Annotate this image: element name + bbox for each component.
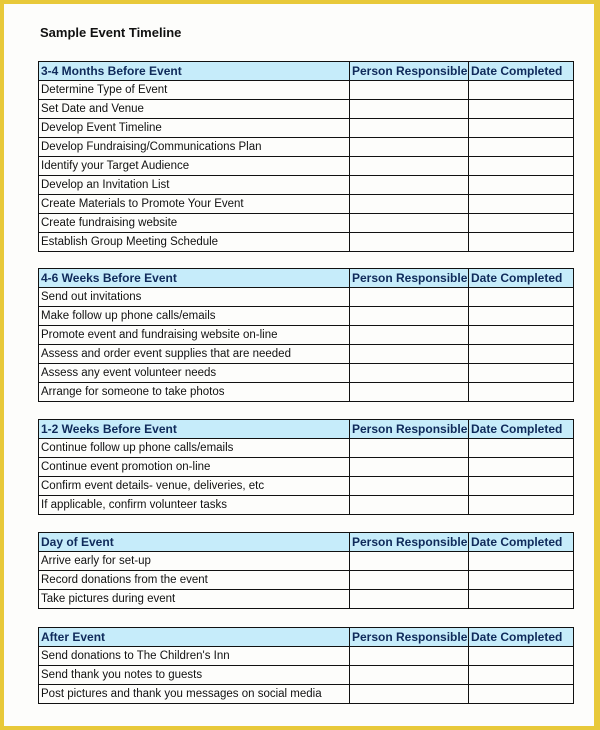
column-header-date: Date Completed	[469, 533, 574, 552]
section-heading: 3-4 Months Before Event	[39, 62, 350, 81]
task-cell: Develop Event Timeline	[39, 119, 350, 138]
date-completed-cell[interactable]	[469, 477, 574, 496]
date-completed-cell[interactable]	[469, 195, 574, 214]
task-cell: Take pictures during event	[39, 590, 350, 609]
table-row	[39, 383, 574, 402]
task-cell: Send donations to The Children's Inn	[39, 647, 350, 666]
task-cell: Continue follow up phone calls/emails	[39, 439, 350, 458]
date-completed-cell[interactable]	[469, 364, 574, 383]
person-responsible-cell[interactable]	[350, 666, 469, 685]
person-responsible-cell[interactable]	[350, 307, 469, 326]
task-cell: Send thank you notes to guests	[39, 666, 350, 685]
date-completed-cell[interactable]	[469, 176, 574, 195]
date-completed-cell[interactable]	[469, 666, 574, 685]
person-responsible-cell[interactable]	[350, 647, 469, 666]
table-row	[39, 345, 574, 364]
task-cell: Assess and order event supplies that are needed	[39, 345, 350, 364]
task-cell: Set Date and Venue	[39, 100, 350, 119]
table-row	[39, 81, 574, 100]
table-row	[39, 176, 574, 195]
task-cell: Arrive early for set-up	[39, 552, 350, 571]
section-table	[38, 268, 574, 402]
task-cell: Post pictures and thank you messages on social media	[39, 685, 350, 704]
person-responsible-cell[interactable]	[350, 119, 469, 138]
table-row	[39, 666, 574, 685]
table-row	[39, 214, 574, 233]
table-row	[39, 233, 574, 252]
person-responsible-cell[interactable]	[350, 100, 469, 119]
date-completed-cell[interactable]	[469, 458, 574, 477]
date-completed-cell[interactable]	[469, 307, 574, 326]
table-row	[39, 647, 574, 666]
column-header-person: Person Responsible	[350, 420, 469, 439]
person-responsible-cell[interactable]	[350, 326, 469, 345]
person-responsible-cell[interactable]	[350, 214, 469, 233]
date-completed-cell[interactable]	[469, 81, 574, 100]
column-header-person: Person Responsible	[350, 269, 469, 288]
person-responsible-cell[interactable]	[350, 458, 469, 477]
task-cell: Determine Type of Event	[39, 81, 350, 100]
table-row	[39, 439, 574, 458]
column-header-person: Person Responsible	[350, 628, 469, 647]
section-heading: Day of Event	[39, 533, 350, 552]
date-completed-cell[interactable]	[469, 157, 574, 176]
section-table	[38, 627, 574, 704]
section-table	[38, 532, 574, 609]
table-row	[39, 195, 574, 214]
task-cell: If applicable, confirm volunteer tasks	[39, 496, 350, 515]
date-completed-cell[interactable]	[469, 685, 574, 704]
date-completed-cell[interactable]	[469, 496, 574, 515]
date-completed-cell[interactable]	[469, 590, 574, 609]
task-cell: Record donations from the event	[39, 571, 350, 590]
table-row	[39, 100, 574, 119]
task-cell: Promote event and fundraising website on-line	[39, 326, 350, 345]
date-completed-cell[interactable]	[469, 439, 574, 458]
table-row	[39, 119, 574, 138]
person-responsible-cell[interactable]	[350, 157, 469, 176]
task-cell: Arrange for someone to take photos	[39, 383, 350, 402]
table-row	[39, 458, 574, 477]
task-cell: Establish Group Meeting Schedule	[39, 233, 350, 252]
table-row	[39, 477, 574, 496]
task-cell: Create fundraising website	[39, 214, 350, 233]
section-header-row	[39, 62, 574, 81]
section-table	[38, 61, 574, 252]
date-completed-cell[interactable]	[469, 214, 574, 233]
person-responsible-cell[interactable]	[350, 571, 469, 590]
table-row	[39, 288, 574, 307]
task-cell: Create Materials to Promote Your Event	[39, 195, 350, 214]
person-responsible-cell[interactable]	[350, 138, 469, 157]
person-responsible-cell[interactable]	[350, 176, 469, 195]
section-header-row	[39, 533, 574, 552]
table-row	[39, 364, 574, 383]
person-responsible-cell[interactable]	[350, 552, 469, 571]
person-responsible-cell[interactable]	[350, 685, 469, 704]
table-row	[39, 496, 574, 515]
person-responsible-cell[interactable]	[350, 439, 469, 458]
section-header-row	[39, 628, 574, 647]
person-responsible-cell[interactable]	[350, 496, 469, 515]
section-header-row	[39, 420, 574, 439]
column-header-date: Date Completed	[469, 420, 574, 439]
person-responsible-cell[interactable]	[350, 477, 469, 496]
task-cell: Develop Fundraising/Communications Plan	[39, 138, 350, 157]
date-completed-cell[interactable]	[469, 383, 574, 402]
table-row	[39, 157, 574, 176]
section-heading: After Event	[39, 628, 350, 647]
person-responsible-cell[interactable]	[350, 233, 469, 252]
date-completed-cell[interactable]	[469, 288, 574, 307]
date-completed-cell[interactable]	[469, 647, 574, 666]
date-completed-cell[interactable]	[469, 119, 574, 138]
date-completed-cell[interactable]	[469, 138, 574, 157]
date-completed-cell[interactable]	[469, 326, 574, 345]
task-cell: Identify your Target Audience	[39, 157, 350, 176]
date-completed-cell[interactable]	[469, 100, 574, 119]
column-header-person: Person Responsible	[350, 533, 469, 552]
document-title: Sample Event Timeline	[40, 25, 182, 40]
date-completed-cell[interactable]	[469, 552, 574, 571]
task-cell: Confirm event details- venue, deliveries, etc	[39, 477, 350, 496]
table-row	[39, 552, 574, 571]
person-responsible-cell[interactable]	[350, 345, 469, 364]
section-table	[38, 419, 574, 515]
column-header-date: Date Completed	[469, 62, 574, 81]
table-row	[39, 138, 574, 157]
column-header-person: Person Responsible	[350, 62, 469, 81]
document-page	[4, 4, 594, 726]
section-header-row	[39, 269, 574, 288]
person-responsible-cell[interactable]	[350, 195, 469, 214]
person-responsible-cell[interactable]	[350, 590, 469, 609]
date-completed-cell[interactable]	[469, 233, 574, 252]
column-header-date: Date Completed	[469, 628, 574, 647]
table-row	[39, 571, 574, 590]
date-completed-cell[interactable]	[469, 571, 574, 590]
table-row	[39, 685, 574, 704]
person-responsible-cell[interactable]	[350, 383, 469, 402]
section-heading: 4-6 Weeks Before Event	[39, 269, 350, 288]
task-cell: Assess any event volunteer needs	[39, 364, 350, 383]
column-header-date: Date Completed	[469, 269, 574, 288]
person-responsible-cell[interactable]	[350, 288, 469, 307]
task-cell: Develop an Invitation List	[39, 176, 350, 195]
task-cell: Make follow up phone calls/emails	[39, 307, 350, 326]
table-row	[39, 307, 574, 326]
table-row	[39, 590, 574, 609]
section-heading: 1-2 Weeks Before Event	[39, 420, 350, 439]
date-completed-cell[interactable]	[469, 345, 574, 364]
table-row	[39, 326, 574, 345]
task-cell: Continue event promotion on-line	[39, 458, 350, 477]
person-responsible-cell[interactable]	[350, 364, 469, 383]
task-cell: Send out invitations	[39, 288, 350, 307]
person-responsible-cell[interactable]	[350, 81, 469, 100]
